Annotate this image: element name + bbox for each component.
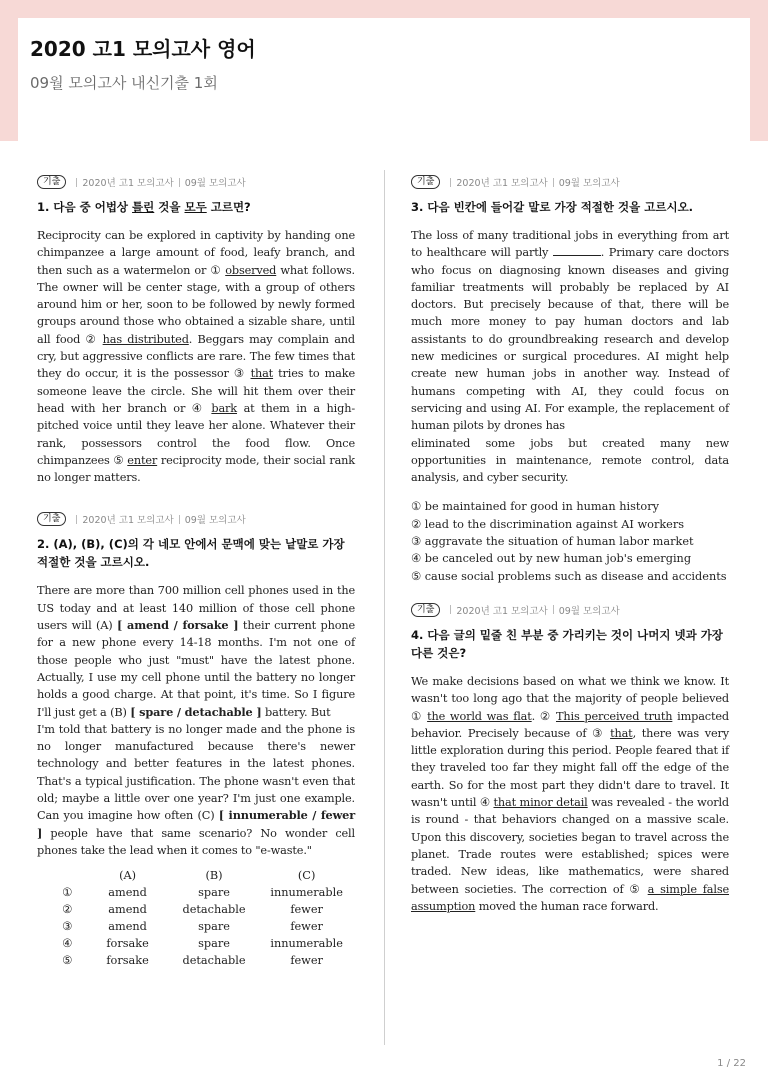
meta-month: 09월 모의고사 xyxy=(184,178,246,189)
table-row: ④ forsake spare innumerable xyxy=(62,937,343,951)
page-title: 2020 고1 모의고사 영어 xyxy=(30,37,256,61)
page-number: 1 / 22 xyxy=(717,1058,746,1069)
question-meta xyxy=(37,512,355,526)
source-tag: 기출 xyxy=(411,175,440,189)
table-row: ⑤ forsake detachable fewer xyxy=(62,954,323,968)
question-2-answer-table xyxy=(49,867,355,969)
answer-blank xyxy=(553,245,601,256)
table-header-row: (A) (B) (C) xyxy=(119,869,316,883)
option-4: ④ be canceled out by new human job's emerging xyxy=(411,552,692,566)
question-meta xyxy=(411,603,729,617)
question-3-passage: The loss of many traditional jobs in everything from art to healthcare will partly . Primary care doctors who focus on diagnosing known diseases and giving familiar treatments will probably be replaced by AI doctors. But precisely because of that, there will be much more money to pay human doctors and lab assistants to do groundbreaking research and develop new medicines or surgical procedures. AI might help create new human jobs in another way. Instead of humans competing with AI, they could focus on servicing and using AI. For example, the replacement of human pilots by drones has eliminated some jobs but created many new opportunities in maintenance, remote control, data analysis, and cyber security. xyxy=(411,229,729,485)
question-1-title: 1. 다음 중 어법상 틀린 것을 모두 고르면? xyxy=(37,200,251,214)
meta-month: 09월 모의고사 xyxy=(558,605,620,617)
meta-year: 2020년 고1 모의고사 xyxy=(82,515,174,527)
meta-month: 09월 모의고사 xyxy=(558,178,620,189)
question-2-passage: There are more than 700 million cell phones used in the US today and at least 140 million of those cell phone users will (A) [ amend / forsake ] their current phone for a new phone every 14-18 months. I'm not one of those people who just "must" have the latest phone. Actually, I use my cell phone until the battery no longer holds a good charge. At that point, it's time. So I figure I'll just get a (B) [ spare / detachable ] battery. But I'm told that battery is no longer made and the phone is no longer manufactured because there's newer technology and better features in the latest phones. That's a typical justification. The phone wasn't even that old; maybe a little over one year? I'm just one example. Can you imagine how often (C) [ innumerable / fewer ] people have that same scenario? No wonder cell phones take the lead when it comes to "e-waste." xyxy=(37,584,356,857)
question-4-title: 4. 다음 글의 밑줄 친 부분 중 가리키는 것이 나머지 넷과 가장 다른 것은? xyxy=(411,627,723,660)
question-1-passage: Reciprocity can be explored in captivity by handing one chimpanzee a large amount of food, leafy branch, and then such as a watermelon or ① observed what follows. The owner will be center stage, with a group of others around him or her, soon to be followed by newly formed groups around those who obtained a sizable share, until all food ② has distributed. Beggars may complain and cry, but aggressive conflicts are rare. The few times that they do occur, it is the possessor ③ that tries to make someone leave the circle. She will hit them over their head with her branch or ④ bark at them in a high-pitched voice until they leave her alone. Whatever their rank, possessors control the food flow. Once chimpanzees ⑤ enter reciprocity mode, their social rank no longer matters. xyxy=(37,229,356,485)
right-column xyxy=(411,175,729,915)
meta-year: 2020년 고1 모의고사 xyxy=(456,178,548,189)
question-2-title: 2. (A), (B), (C)의 각 네모 안에서 문맥에 맞는 낱말로 가장 적절한 것을 고르시오. xyxy=(37,537,345,570)
left-column xyxy=(37,175,355,969)
question-meta xyxy=(37,175,355,189)
question-4-passage: We make decisions based on what we think we know. It wasn't too long ago that the majority of people believed ① the world was flat. ② This perceived truth impacted behavior. Precisely because of ③ that, there was very little exploration during this period. People feared that if they traveled too far they might fall off the edge of the earth. So for the most part they didn't dare to travel. It wasn't until ④ that minor detail was revealed - the world is round - that behaviors changed on a massive scale. Upon this discovery, societies began to travel across the planet. Trade routes were established; spices were traded. New ideas, like mathematics, were shared between societies. The correction of ⑤ a simple false assumption moved the human race forward. xyxy=(411,674,730,913)
question-meta xyxy=(411,175,729,189)
column-divider xyxy=(384,170,385,1045)
question-3-options xyxy=(411,498,729,584)
meta-month: 09월 모의고사 xyxy=(184,515,246,527)
page-subtitle: 09월 모의고사 내신기출 1회 xyxy=(30,74,218,92)
meta-year: 2020년 고1 모의고사 xyxy=(456,605,548,617)
source-tag: 기출 xyxy=(37,175,66,189)
meta-year: 2020년 고1 모의고사 xyxy=(82,178,174,189)
option-1: ① be maintained for good in human history xyxy=(411,500,660,514)
table-row: ① amend spare innumerable xyxy=(62,886,343,900)
source-tag: 기출 xyxy=(411,603,440,617)
source-tag: 기출 xyxy=(37,512,66,526)
table-row: ③ amend spare fewer xyxy=(62,920,323,934)
option-2: ② lead to the discrimination against AI workers xyxy=(411,517,685,531)
table-row: ② amend detachable fewer xyxy=(62,903,323,917)
option-5: ⑤ cause social problems such as disease and accidents xyxy=(411,569,727,583)
option-3: ③ aggravate the situation of human labor market xyxy=(411,535,694,549)
question-3-title: 3. 다음 빈칸에 들어갈 말로 가장 적절한 것을 고르시오. xyxy=(411,200,694,214)
